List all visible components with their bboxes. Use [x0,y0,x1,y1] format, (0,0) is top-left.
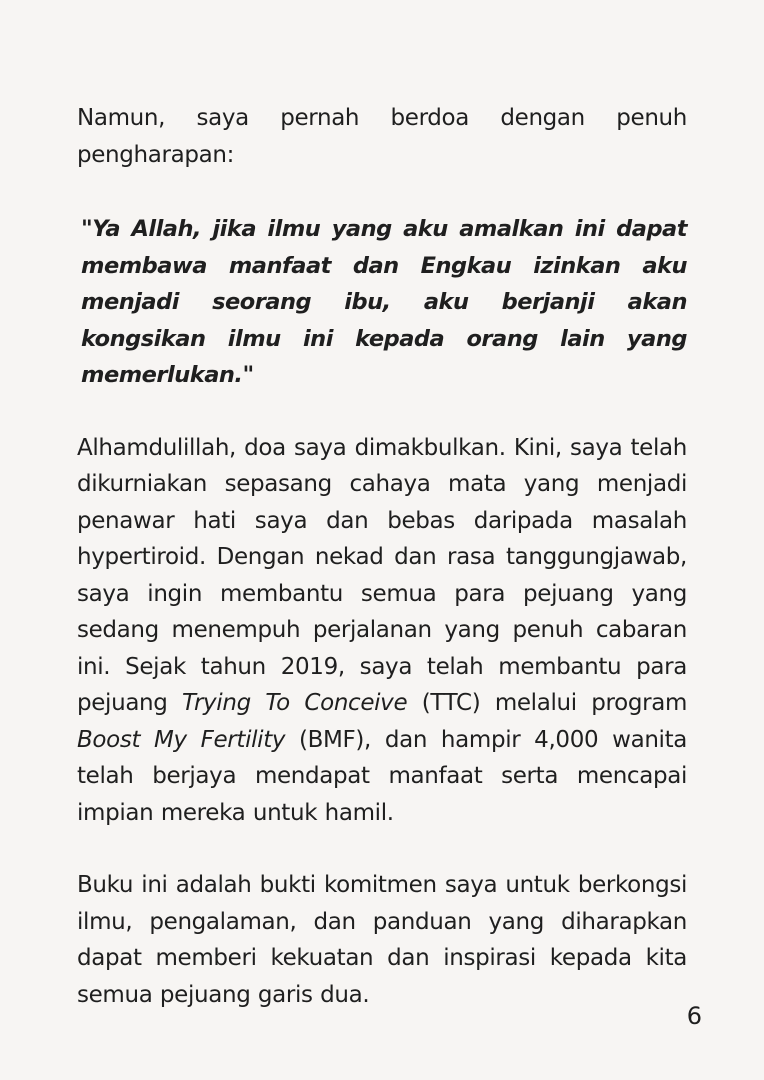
program-term-ttc: Trying To Conceive [182,690,408,716]
page-body [77,100,687,1013]
program-name-bmf: Boost My Fertility [77,726,286,753]
story-text-3: (BMF), dan hampir 4,000 wanita telah berjaya mendapat manfaat serta mencapai impian mereka untuk hamil. [77,726,688,826]
intro-paragraph: Namun, saya pernah berdoa dengan penuh pengharapan: [77,105,687,168]
story-paragraph [77,430,687,832]
prayer-quote: "Ya Allah, jika ilmu yang aku amalkan ini dapat membawa manfaat dan Engkau izinkan aku menjadi seorang ibu, aku berjanji akan kongsikan ilmu ini kepada orang lain yang memerlukan." [81,216,687,388]
closing-paragraph: Buku ini adalah bukti komitmen saya untuk berkongsi ilmu, pengalaman, dan panduan yang diharapkan dapat memberi kekuatan dan inspirasi kepada kita semua pejuang garis dua. [77,872,687,1008]
page-number: 6 [686,1002,702,1030]
story-text-1: Alhamdulillah, doa saya dimakbulkan. Kini, saya telah dikurniakan sepasang cahaya mata yang menjadi penawar hati saya dan bebas daripada masalah hypertiroid. Dengan nekad dan rasa tanggungjawab, saya ingin membantu semua para pejuang yang sedang menempuh perjalanan yang penuh cabaran ini. Sejak tahun 2019, saya telah membantu para pejuang [77,434,687,716]
story-text-2: (TTC) melalui program [407,690,687,716]
